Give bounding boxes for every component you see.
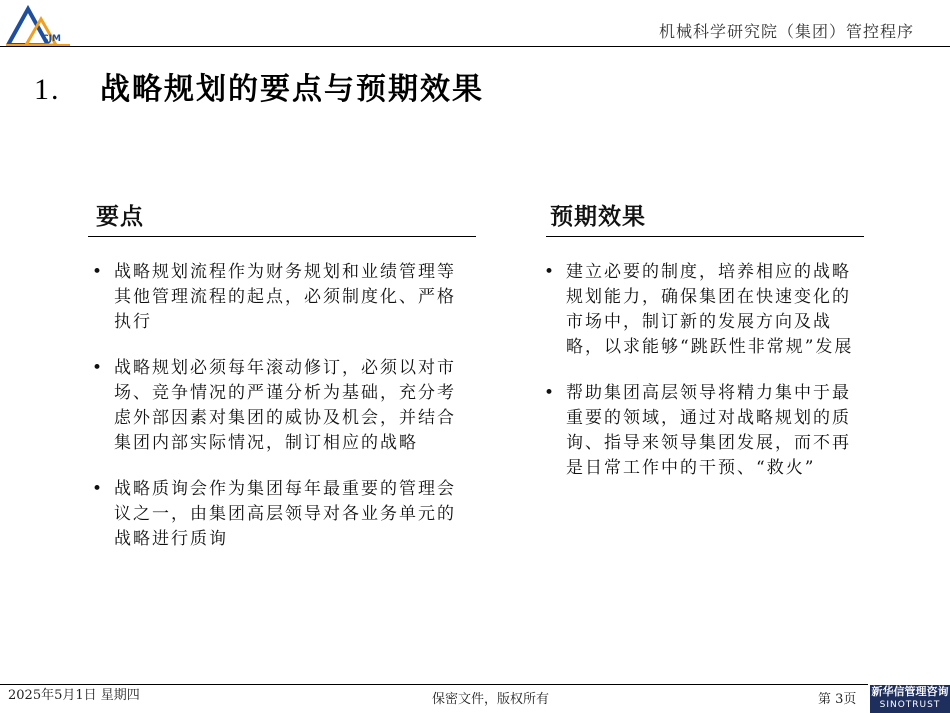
header-divider xyxy=(0,46,950,47)
expected-effects-divider xyxy=(546,236,864,237)
expected-effects-list xyxy=(544,260,864,502)
page-number: 第 3页 xyxy=(818,692,857,707)
company-logo xyxy=(6,5,72,47)
confidential-notice: 保密文件，版权所有 xyxy=(432,692,550,707)
key-point-item: • 战略规划流程作为财务规划和业绩管理等其他管理流程的起点，必须制度化、严格执行 xyxy=(92,260,466,335)
logo-text: CJM xyxy=(42,34,61,44)
title-text: 战略规划的要点与预期效果 xyxy=(100,72,484,107)
expected-effect-item: • 建立必要的制度，培养相应的战略规划能力，确保集团在快速变化的市场中，制订新的发展方向及战略，以求能够“跳跃性非常规”发展 xyxy=(544,260,864,360)
key-points-heading: 要点 xyxy=(96,203,144,230)
key-point-item: • 战略质询会作为集团每年最重要的管理会议之一，由集团高层领导对各业务单元的战略进行质询 xyxy=(92,477,466,552)
expected-effect-item: • 帮助集团高层领导将精力集中于最重要的领域，通过对战略规划的质询、指导来领导集团发展，而不再是日常工作中的干预、“救火” xyxy=(544,381,864,481)
org-title: 机械科学研究院（集团）管控程序 xyxy=(658,22,914,41)
page-title xyxy=(34,64,484,108)
footer-divider xyxy=(0,684,868,685)
footer-date: 2025年5月1日 星期四 xyxy=(8,688,140,703)
key-points-list xyxy=(92,260,466,573)
brand-cn: 新华信管理咨询 xyxy=(871,685,949,698)
key-points-divider xyxy=(88,236,476,237)
expected-effects-heading: 预期效果 xyxy=(550,203,646,230)
key-point-item: • 战略规划必须每年滚动修订，必须以对市场、竞争情况的严谨分析为基础，充分考虑外部因素对集团的威协及机会，并结合集团内部实际情况，制订相应的战略 xyxy=(92,356,466,456)
brand-en: SINOTRUST xyxy=(879,700,941,710)
title-number: 1. xyxy=(34,73,61,106)
sinotrust-logo xyxy=(870,685,950,713)
